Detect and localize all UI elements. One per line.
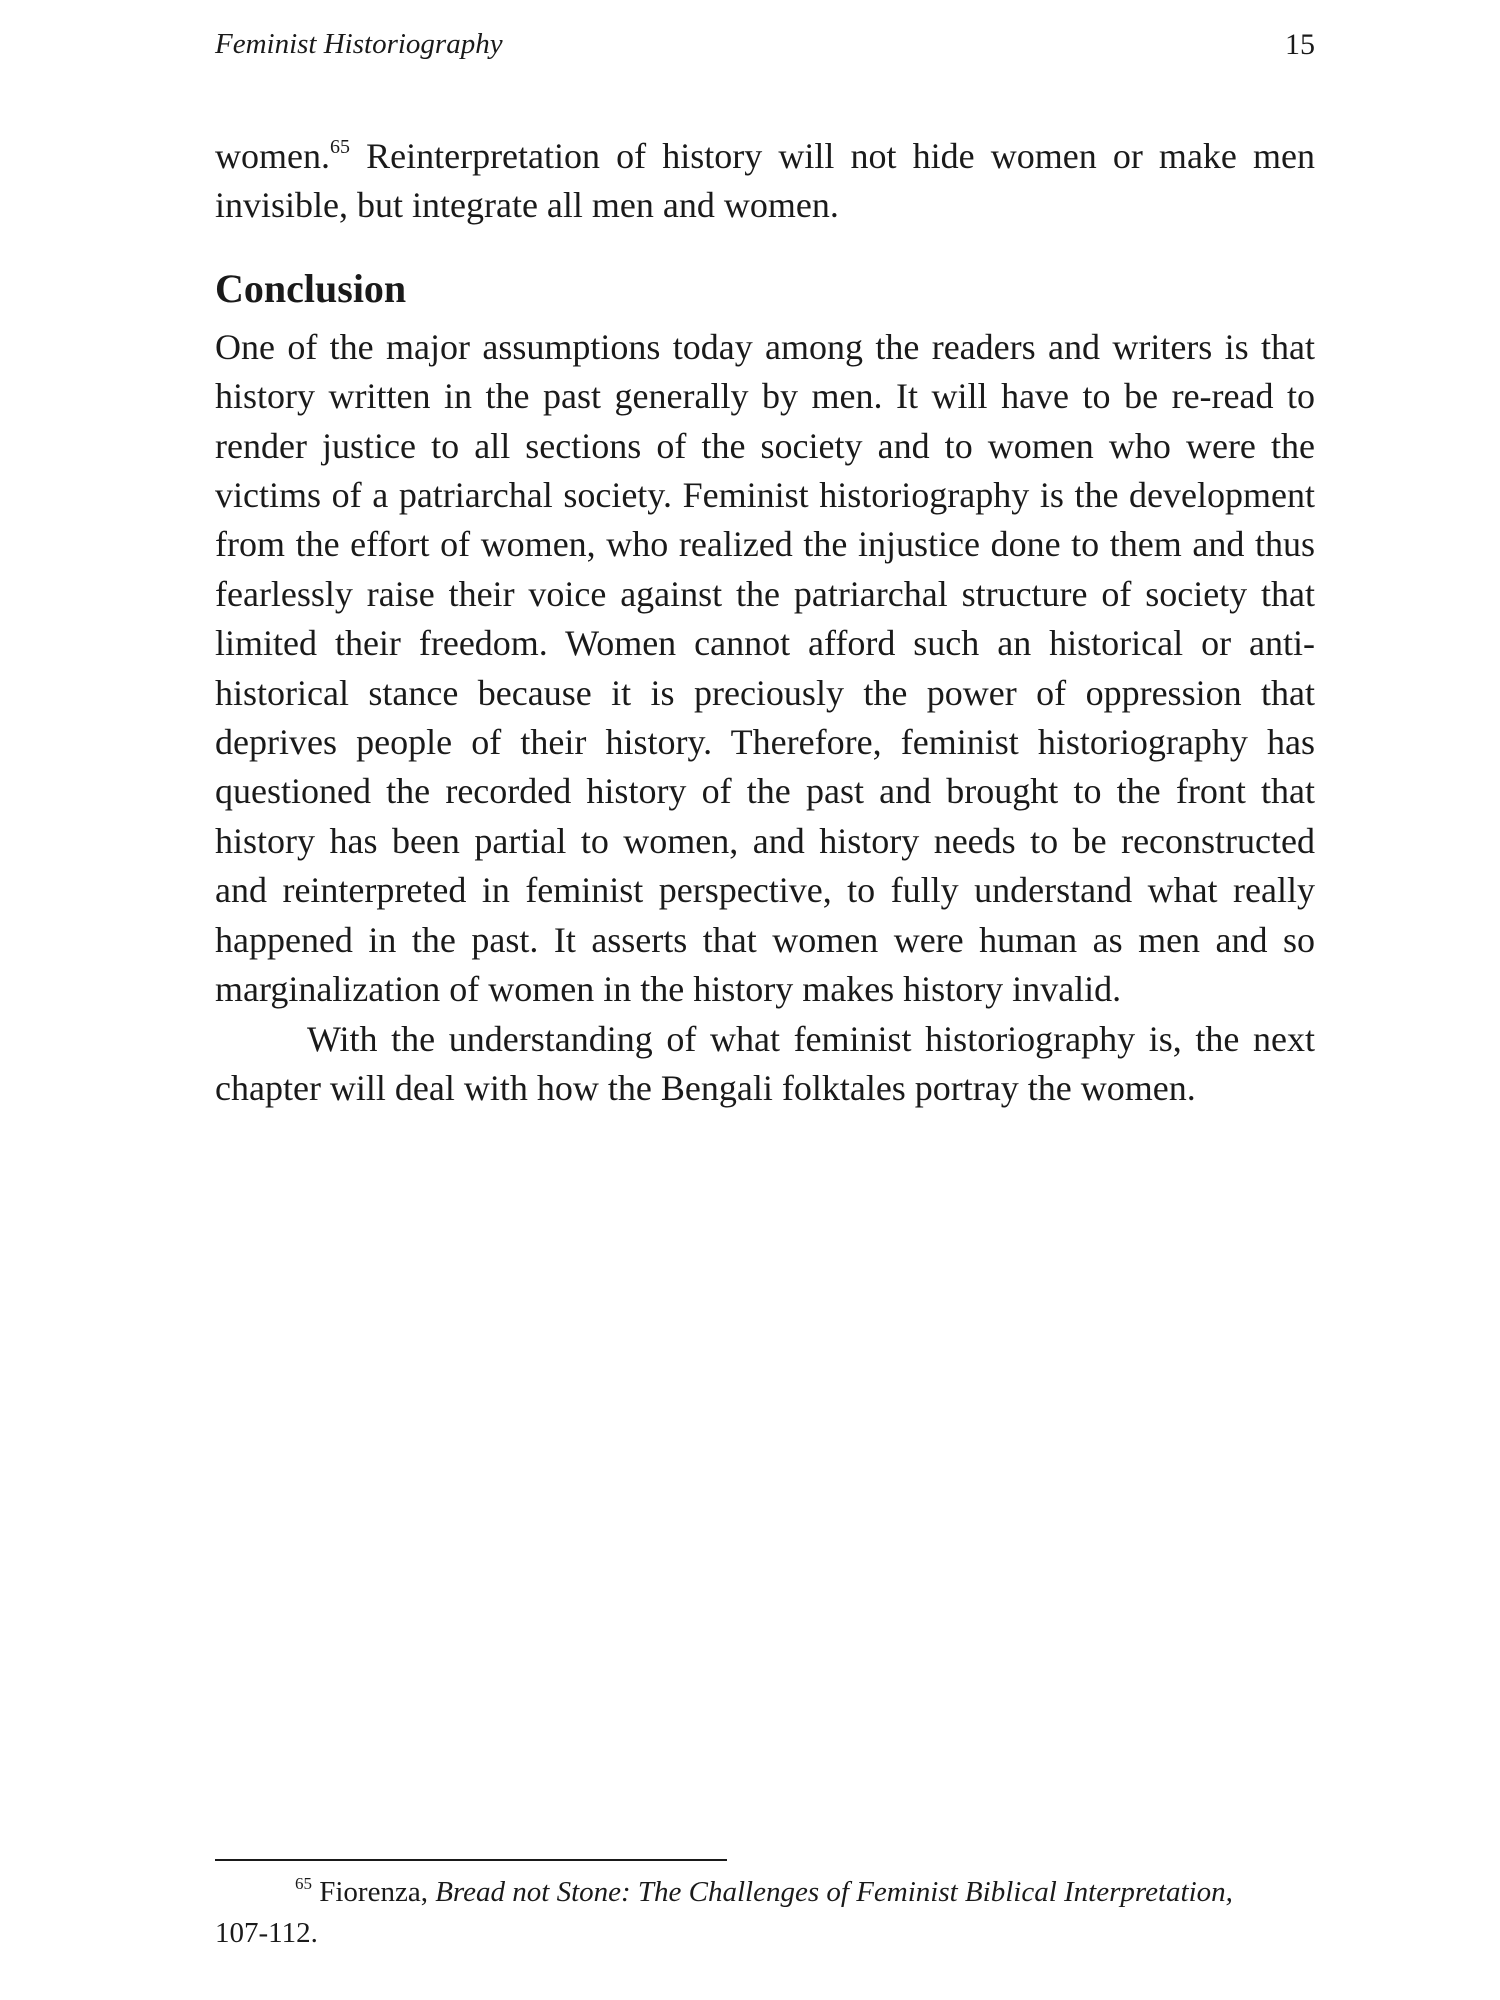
section-heading: Conclusion [215,265,407,311]
opening-lead: women. [215,136,330,176]
conclusion-paragraph-1: One of the major assumptions today among the readers and writers is that history written in the past generally by men. It will have to be re-read to render justice to all sections of the society and to women who were the victims of a patriarchal society. Feminist historiography is the development from the effort of women, who realized the injustice done to them and thus fearlessly raise their voice against the patriarchal structure of society that limited their freedom. Women cannot afford such an historical or anti-historical stance because it is preciously the power of oppression that deprives people of their history. Therefore, feminist historiography has questioned the recorded history of the past and brought to the front that history has been partial to women, and history needs to be reconstructed and reinterpreted in feminist perspective, to fully understand what really happened in the past. It asserts that women were human as men and so marginalization of women in the history makes history invalid. [215,326,1315,1010]
conclusion-paragraph-2: With the understanding of what feminist historiography is, the next chapter will deal with how the Bengali folktales portray the women. [215,1018,1315,1108]
footnote [215,1872,1315,1954]
footnote-number: 65 [295,1874,312,1893]
opening-paragraph [215,132,1315,231]
footnote-title: Bread not Stone: The Challenges of Feminist Biblical Interpretation, [435,1876,1233,1908]
opening-text: Reinterpretation of history will not hide women or make men invisible, but integrate all men and women. [215,136,1315,226]
footnote-pages: 107-112. [215,1917,318,1949]
running-title: Feminist Historiography [215,28,503,60]
page-body [215,132,1315,1113]
footnote-author: Fiorenza, [312,1876,436,1908]
footnote-citation [215,1872,1315,1913]
footnote-divider [215,1859,727,1861]
footnote-reference: 65 [329,136,350,158]
page-number: 15 [1285,28,1315,61]
running-header [215,28,1315,72]
